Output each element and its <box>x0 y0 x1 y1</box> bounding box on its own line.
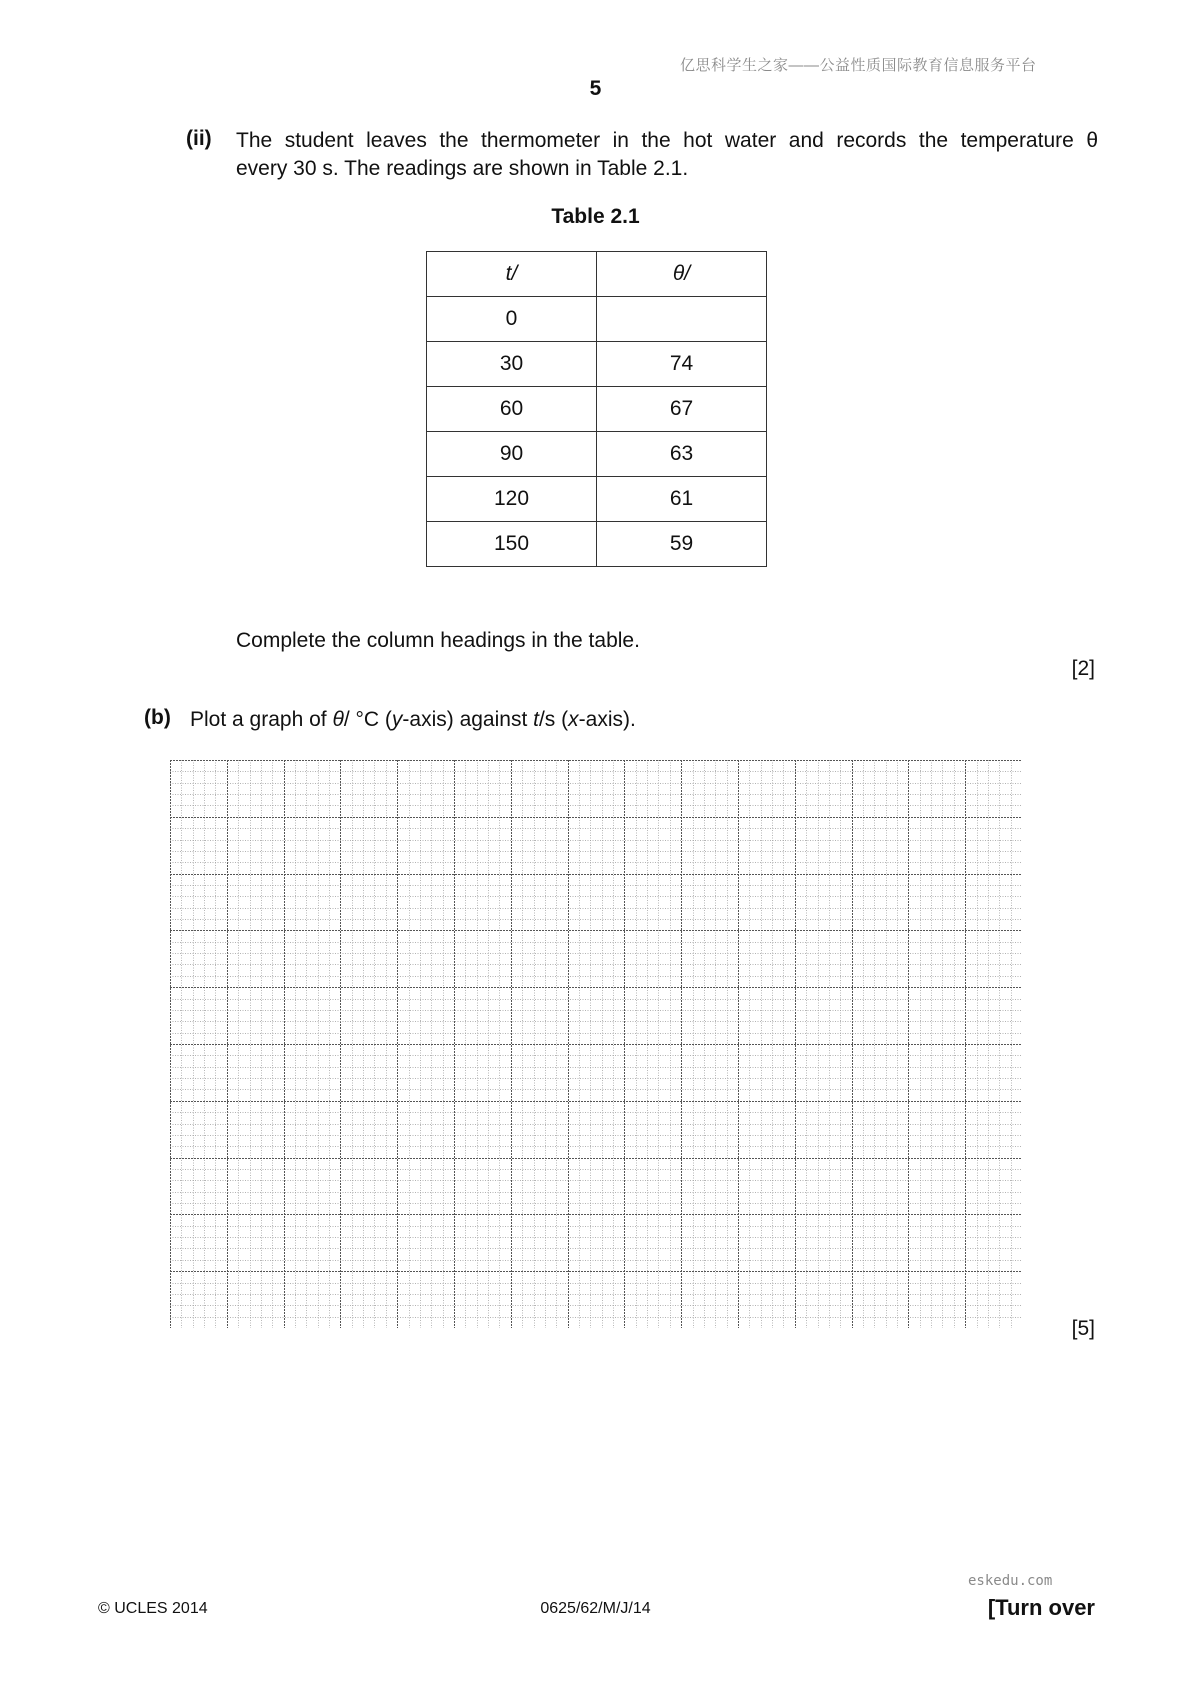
cell-temperature: 67 <box>597 387 767 432</box>
graph-paper-grid[interactable] <box>170 760 1022 1328</box>
cell-time: 30 <box>427 342 597 387</box>
cell-temperature: 61 <box>597 477 767 522</box>
cell-temperature: 74 <box>597 342 767 387</box>
question-b-text-pre: Plot a graph of <box>190 708 333 731</box>
cell-temperature-blank[interactable] <box>597 297 767 342</box>
header-time[interactable]: t/ <box>427 252 597 297</box>
table-row <box>427 342 767 387</box>
question-ii-line1: The student leaves the thermometer in the hot water and records the temperature θ <box>236 129 1098 152</box>
header-watermark: 亿思科学生之家——公益性质国际教育信息服务平台 <box>680 57 1037 74</box>
readings-table <box>426 251 767 567</box>
question-ii-label: (ii) <box>186 127 212 150</box>
page-number: 5 <box>589 77 602 100</box>
header-temperature[interactable]: θ/ <box>597 252 767 297</box>
question-b-text <box>190 706 636 734</box>
marks-b: [5] <box>1071 1317 1095 1340</box>
question-b-label: (b) <box>144 706 171 729</box>
graph-paper[interactable] <box>170 760 1022 1333</box>
question-b-theta: θ <box>332 708 344 731</box>
cell-time: 90 <box>427 432 597 477</box>
cell-time: 60 <box>427 387 597 432</box>
table-caption: Table 2.1 <box>551 205 640 228</box>
cell-time: 0 <box>427 297 597 342</box>
question-b-text-end: -axis). <box>578 708 636 731</box>
table-row <box>427 387 767 432</box>
question-b-text-mid1: / °C ( <box>343 708 392 731</box>
table-row <box>427 522 767 567</box>
question-b-text-mid2: -axis) against <box>402 708 534 731</box>
question-ii-text <box>236 127 1098 183</box>
table-row <box>427 432 767 477</box>
question-b-y: y <box>391 708 403 731</box>
question-b-x: x <box>568 708 579 731</box>
instruction-text: Complete the column headings in the table. <box>236 629 640 652</box>
cell-temperature: 59 <box>597 522 767 567</box>
question-b-text-mid3: /s ( <box>538 708 569 731</box>
marks-ii: [2] <box>1071 657 1095 680</box>
footer-site: eskedu.com <box>968 1573 1053 1589</box>
footer-turn-over: [Turn over <box>987 1595 1095 1620</box>
footer-copyright: © UCLES 2014 <box>98 1600 208 1617</box>
cell-time: 150 <box>427 522 597 567</box>
cell-temperature: 63 <box>597 432 767 477</box>
table-header-row <box>427 252 767 297</box>
question-ii-line2: every 30 s. The readings are shown in Table 2.1. <box>236 157 689 180</box>
question-b-t: t <box>533 708 539 731</box>
footer-code: 0625/62/M/J/14 <box>540 1600 651 1617</box>
cell-time: 120 <box>427 477 597 522</box>
table-row <box>427 297 767 342</box>
table-row <box>427 477 767 522</box>
